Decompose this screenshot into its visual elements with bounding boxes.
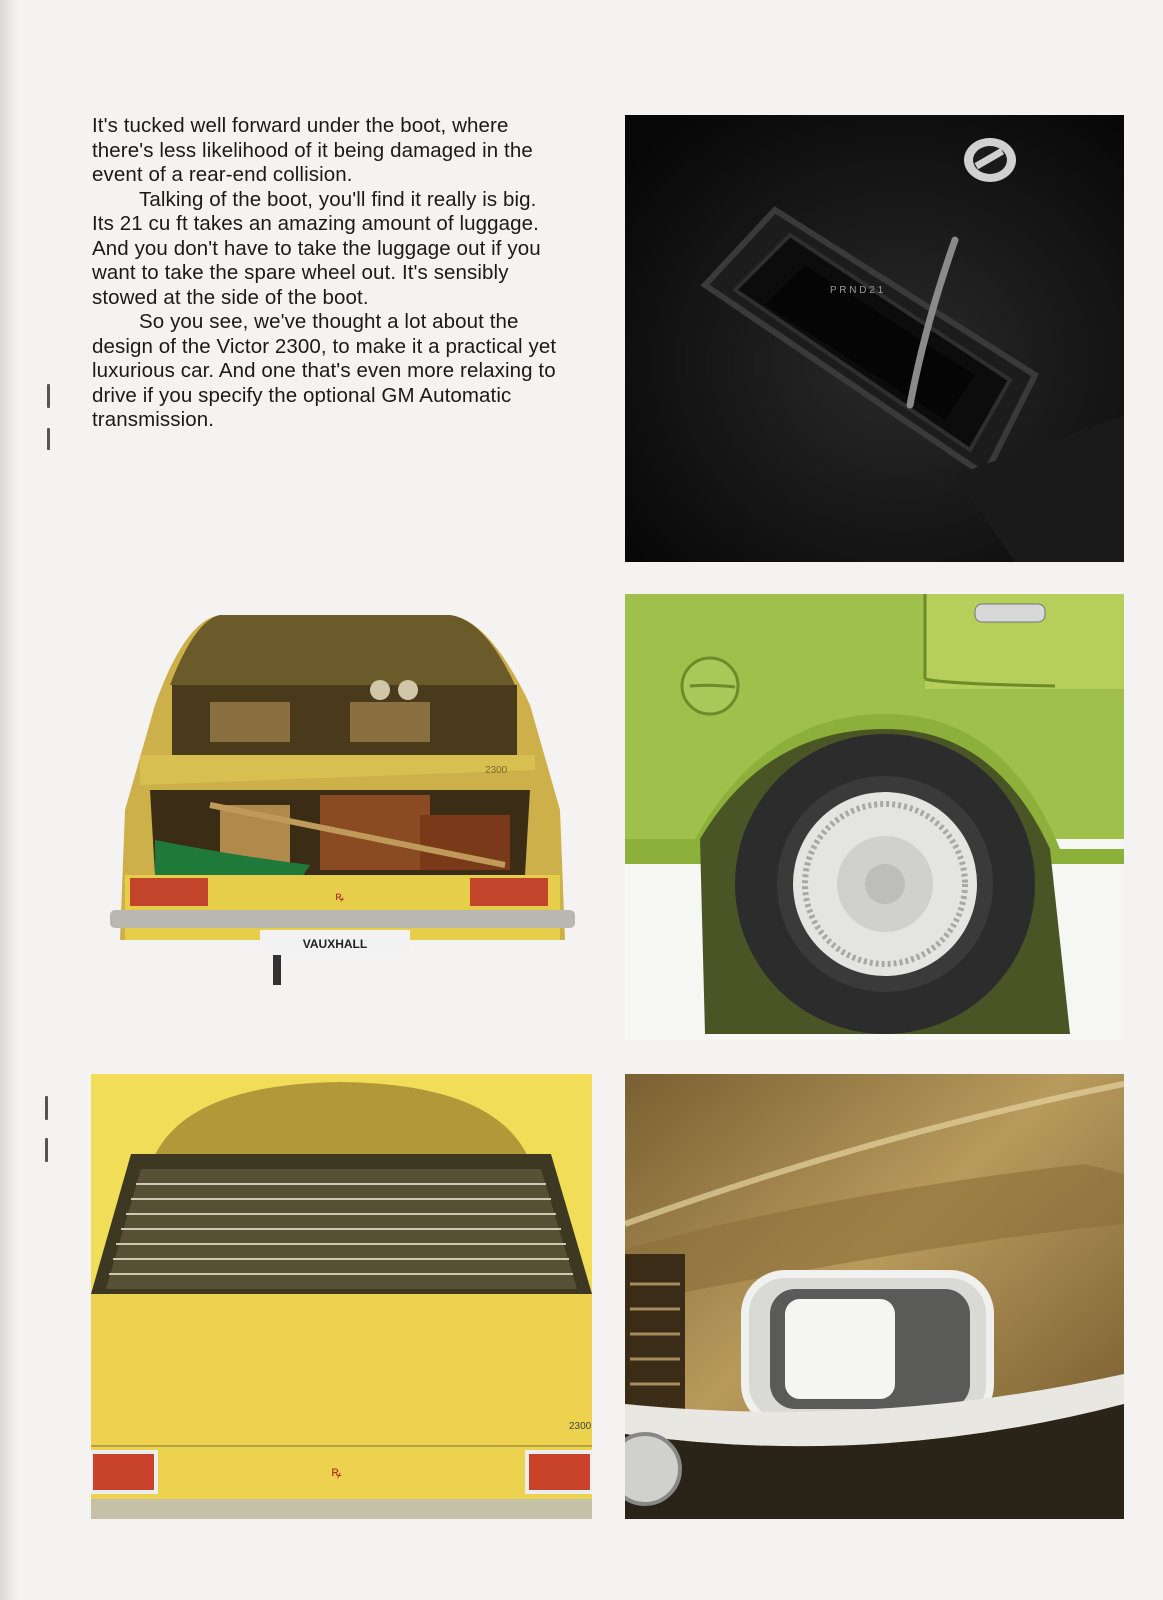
photo-wheel-arch xyxy=(625,594,1124,1040)
paragraph-boot: Talking of the boot, you'll find it really is big. Its 21 cu ft takes an amazing amount of luggage. And you don't have to take the luggage out if you want to take the spare wheel out. It's sensibly stowed at the side of the boot. xyxy=(92,187,541,309)
brochure-body-text xyxy=(92,114,562,433)
photo-boot-luggage xyxy=(110,610,575,1015)
rear-model-badge: 2300 xyxy=(569,1421,592,1432)
photo-headlamp xyxy=(625,1074,1124,1519)
binding-mark xyxy=(47,384,50,408)
binding-mark xyxy=(45,1096,48,1120)
svg-text:ꝶ: ꝶ xyxy=(335,889,345,903)
page-edge xyxy=(0,0,18,1600)
svg-text:P R N D 2 1: P R N D 2 1 xyxy=(830,285,884,296)
boot-model-badge: 2300 xyxy=(485,765,508,776)
binding-mark xyxy=(45,1138,48,1162)
photo-gear-selector xyxy=(625,115,1124,562)
paragraph-fuel-tank: It's tucked well forward under the boot, where there's less likelihood of it being damaged in the event of a rear-end collision. xyxy=(92,114,533,186)
paragraph-summary: So you see, we've thought a lot about the design of the Victor 2300, to make it a practical yet luxurious car. And one that's even more relaxing to drive if you specify the optional GM Automatic transmission. xyxy=(92,310,557,431)
svg-text:ꝶ: ꝶ xyxy=(331,1463,342,1479)
number-plate-text: VAUXHALL xyxy=(302,937,368,951)
photo-rear-window xyxy=(91,1074,592,1519)
binding-mark xyxy=(47,428,50,450)
